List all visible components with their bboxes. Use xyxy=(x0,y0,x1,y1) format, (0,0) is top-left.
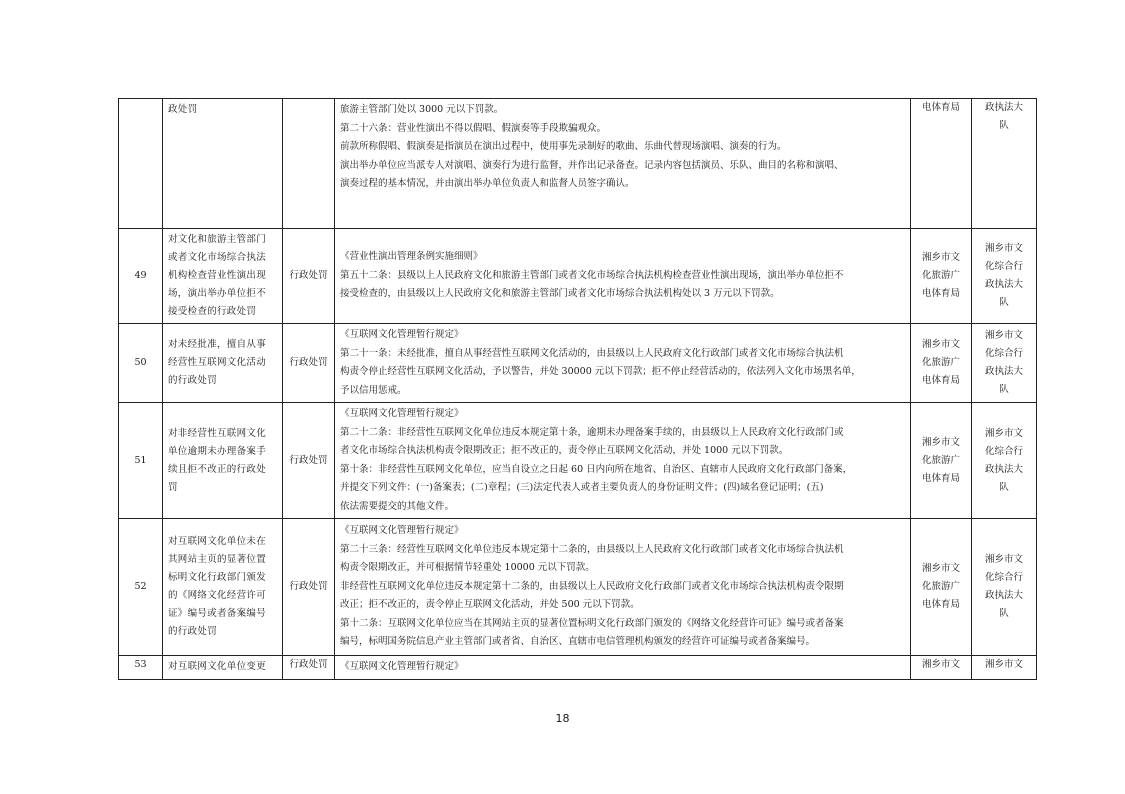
enforcement-unit-line: 化综合行 xyxy=(984,348,1023,359)
legal-basis-line: 第二十六条：营业性演出不得以假唱、假演奏等手段欺骗观众。 xyxy=(340,122,607,134)
item-name-line: 对未经批准，擅自从事 xyxy=(168,339,267,350)
responsible-dept-cell xyxy=(911,324,972,403)
item-name-line: 或者文化市场综合执法 xyxy=(168,252,267,263)
legal-basis-line: 第二十一条：未经批准，擅自从事经营性互联网文化活动的，由县级以上人民政府文化行政部门或者文化市场综合执法机 xyxy=(340,347,844,359)
responsible-dept-cell xyxy=(911,99,972,229)
item-name-line: 的行政处罚 xyxy=(168,626,218,637)
legal-basis-line: 予以信用惩戒。 xyxy=(340,384,407,396)
penalty-type: 行政处罚 xyxy=(283,519,335,656)
enforcement-unit-line: 队 xyxy=(999,297,1009,308)
legal-basis-line: 改正；拒不改正的，责令停止互联网文化活动，并处 500 元以下罚款。 xyxy=(340,599,640,611)
enforcement-unit-cell xyxy=(972,229,1037,324)
responsible-dept-line: 化旅游广 xyxy=(921,454,960,466)
item-name-line: 其网站主页的显著位置 xyxy=(168,554,267,565)
legal-basis-cell xyxy=(335,403,911,519)
responsible-dept-line: 电体育局 xyxy=(921,599,960,610)
enforcement-unit-line: 政执法大 xyxy=(984,590,1023,601)
legal-basis-line: 接受检查的，由县级以上人民政府文化和旅游主管部门或者文化市场综合执法机构处以 3 万元以下罚款。 xyxy=(340,288,780,300)
penalty-type xyxy=(283,99,335,229)
table-row xyxy=(119,99,1037,229)
legal-basis-line: 并提交下列文件：(一)备案表；(二)章程；(三)法定代表人或者主要负责人的身份证明文件；(四)域名登记证明；(五) xyxy=(340,482,824,493)
table-row xyxy=(119,324,1037,403)
penalty-type: 行政处罚 xyxy=(283,403,335,519)
enforcement-unit-line: 政执法大 xyxy=(984,366,1023,377)
enforcement-unit-line: 化综合行 xyxy=(984,572,1023,583)
item-name-line: 的《网络文化经营许可 xyxy=(168,590,267,601)
penalty-type: 行政处罚 xyxy=(283,324,335,403)
responsible-dept-line: 化旅游广 xyxy=(921,270,960,281)
legal-basis-line: 非经营性互联网文化单位违反本规定第十二条的，由县级以上人民政府文化行政部门或者文化市场综合执法机构责令限期 xyxy=(340,580,844,592)
responsible-dept-line: 湘乡市文 xyxy=(921,563,960,574)
enforcement-unit-line: 政执法大 xyxy=(984,102,1023,113)
item-name-line: 续且拒不改正的行政处 xyxy=(168,463,267,475)
responsible-dept-line: 电体育局 xyxy=(921,102,960,113)
row-number xyxy=(119,99,163,229)
responsible-dept-cell xyxy=(911,403,972,519)
enforcement-unit-line: 队 xyxy=(999,384,1009,395)
table-row xyxy=(119,656,1037,680)
legal-basis-line: 演出举办单位应当派专人对演唱、演奏行为进行监督，并作出记录备查。记录内容包括演员、乐队、曲目的名称和演唱、 xyxy=(340,159,844,171)
legal-basis-line: 依法需要提交的其他文件。 xyxy=(340,500,455,512)
legal-basis-cell xyxy=(335,656,911,680)
penalty-type: 行政处罚 xyxy=(283,656,335,680)
legal-basis-line: 者文化市场综合执法机构责令限期改正；拒不改正的，责令停止互联网文化活动，并处 1000 元以下罚款。 xyxy=(340,445,789,456)
legal-basis-line: 前款所称假唱、假演奏是指演员在演出过程中，使用事先录制好的歌曲、乐曲代替现场演唱、演奏的行为。 xyxy=(340,141,787,152)
enforcement-unit-cell xyxy=(972,519,1037,656)
item-name-line: 的行政处罚 xyxy=(168,375,218,386)
legal-basis-line: 旅游主管部门处以 3000 元以下罚款。 xyxy=(340,104,504,115)
page-number: 18 xyxy=(555,712,570,725)
item-name-line: 政处罚 xyxy=(168,104,198,115)
enforcement-unit-line: 化综合行 xyxy=(984,261,1023,272)
item-name-line: 证》编号或者备案编号 xyxy=(168,608,267,619)
item-name-line: 对互联网文化单位未在 xyxy=(168,536,267,547)
item-name-cell xyxy=(163,99,283,229)
table-row xyxy=(119,229,1037,324)
enforcement-unit-line: 队 xyxy=(999,608,1009,619)
responsible-dept-cell xyxy=(911,229,972,324)
responsible-dept-cell xyxy=(911,656,972,680)
table-row xyxy=(119,519,1037,656)
item-name-line: 接受检查的行政处罚 xyxy=(168,306,257,317)
row-number: 49 xyxy=(119,229,163,324)
responsible-dept-line: 湘乡市文 xyxy=(921,659,960,670)
responsible-dept-line: 湘乡市文 xyxy=(921,339,960,350)
legal-basis-cell xyxy=(335,324,911,403)
responsible-dept-line: 电体育局 xyxy=(921,288,960,299)
legal-basis-cell xyxy=(335,229,911,324)
legal-basis-line: 编号，标明国务院信息产业主管部门或者省、自治区、直辖市电信管理机构颁发的经营许可证编号或者备案编号。 xyxy=(340,636,816,648)
row-number: 50 xyxy=(119,324,163,403)
responsible-dept-line: 化旅游广 xyxy=(921,581,960,592)
legal-basis-line: 《营业性演出管理条例实施细则》 xyxy=(340,251,483,263)
enforcement-unit-line: 队 xyxy=(999,120,1009,131)
item-name-cell xyxy=(163,403,283,519)
enforcement-unit-line: 政执法大 xyxy=(984,463,1023,475)
table-row xyxy=(119,403,1037,519)
row-number: 51 xyxy=(119,403,163,519)
legal-basis-cell xyxy=(335,519,911,656)
enforcement-unit-line: 湘乡市文 xyxy=(984,427,1023,439)
legal-basis-line: 第二十二条：非经营性互联网文化单位违反本规定第十条，逾期未办理备案手续的，由县级以上人民政府文化行政部门或 xyxy=(340,426,844,438)
enforcement-unit-cell xyxy=(972,656,1037,680)
legal-basis-line: 演奏过程的基本情况，并由演出举办单位负责人和监督人员签字确认。 xyxy=(340,178,635,189)
enforcement-unit-cell xyxy=(972,403,1037,519)
item-name-line: 机构检查营业性演出现 xyxy=(168,270,267,281)
legal-basis-line: 《互联网文化管理暂行规定》 xyxy=(340,408,464,419)
responsible-dept-line: 电体育局 xyxy=(921,375,960,386)
item-name-line: 单位逾期未办理备案手 xyxy=(168,445,267,457)
row-number: 52 xyxy=(119,519,163,656)
legal-basis-line: 《互联网文化管理暂行规定》 xyxy=(340,525,464,537)
row-number: 53 xyxy=(119,656,163,680)
legal-basis-line: 《互联网文化管理暂行规定》 xyxy=(340,329,464,340)
item-name-line: 对互联网文化单位变更 xyxy=(168,661,267,672)
enforcement-unit-cell xyxy=(972,99,1037,229)
legal-basis-cell xyxy=(335,99,911,229)
item-name-line: 对非经营性互联网文化 xyxy=(168,427,267,439)
enforcement-unit-line: 队 xyxy=(999,481,1009,493)
enforcement-unit-line: 湘乡市文 xyxy=(984,330,1023,341)
item-name-line: 对文化和旅游主管部门 xyxy=(168,234,267,245)
item-name-line: 经营性互联网文化活动 xyxy=(168,357,267,368)
enforcement-unit-line: 化综合行 xyxy=(984,445,1023,457)
item-name-line: 标明文化行政部门颁发 xyxy=(168,572,267,583)
responsible-dept-line: 电体育局 xyxy=(921,472,960,484)
item-name-line: 场，演出举办单位拒不 xyxy=(168,288,267,299)
responsible-dept-cell xyxy=(911,519,972,656)
item-name-line: 罚 xyxy=(168,481,178,493)
penalty-type: 行政处罚 xyxy=(283,229,335,324)
legal-basis-line: 第五十二条：县级以上人民政府文化和旅游主管部门或者文化市场综合执法机构检查营业性演出现场，演出举办单位拒不 xyxy=(340,269,844,281)
legal-basis-line: 第十条：非经营性互联网文化单位，应当自设立之日起 60 日内向所在地省、自治区、直辖市人民政府文化行政部门备案， xyxy=(340,463,853,475)
enforcement-unit-line: 政执法大 xyxy=(984,279,1023,290)
item-name-cell xyxy=(163,229,283,324)
enforcement-unit-line: 湘乡市文 xyxy=(984,554,1023,565)
item-name-cell xyxy=(163,519,283,656)
enforcement-unit-line: 湘乡市文 xyxy=(984,243,1023,254)
enforcement-unit-cell xyxy=(972,324,1037,403)
legal-basis-line: 构责令停止经营性互联网文化活动，予以警告，并处 30000 元以下罚款；拒不停止经营活动的，依法列入文化市场黑名单， xyxy=(340,366,861,377)
legal-basis-line: 构责令限期改正，并可根据情节轻重处 10000 元以下罚款。 xyxy=(340,562,595,574)
item-name-cell xyxy=(163,324,283,403)
legal-basis-line: 第二十三条：经营性互联网文化单位违反本规定第十二条的，由县级以上人民政府文化行政部门或者文化市场综合执法机 xyxy=(340,543,844,555)
responsible-dept-line: 湘乡市文 xyxy=(921,252,960,263)
enforcement-unit-line: 湘乡市文 xyxy=(984,659,1023,670)
legal-basis-line: 《互联网文化管理暂行规定》 xyxy=(340,661,464,672)
responsible-dept-line: 化旅游广 xyxy=(921,357,960,368)
regulation-table xyxy=(118,98,1037,680)
responsible-dept-line: 湘乡市文 xyxy=(921,436,960,448)
item-name-cell xyxy=(163,656,283,680)
legal-basis-line: 第十二条：互联网文化单位应当在其网站主页的显著位置标明文化行政部门颁发的《网络文化经营许可证》编号或者备案 xyxy=(340,617,844,629)
